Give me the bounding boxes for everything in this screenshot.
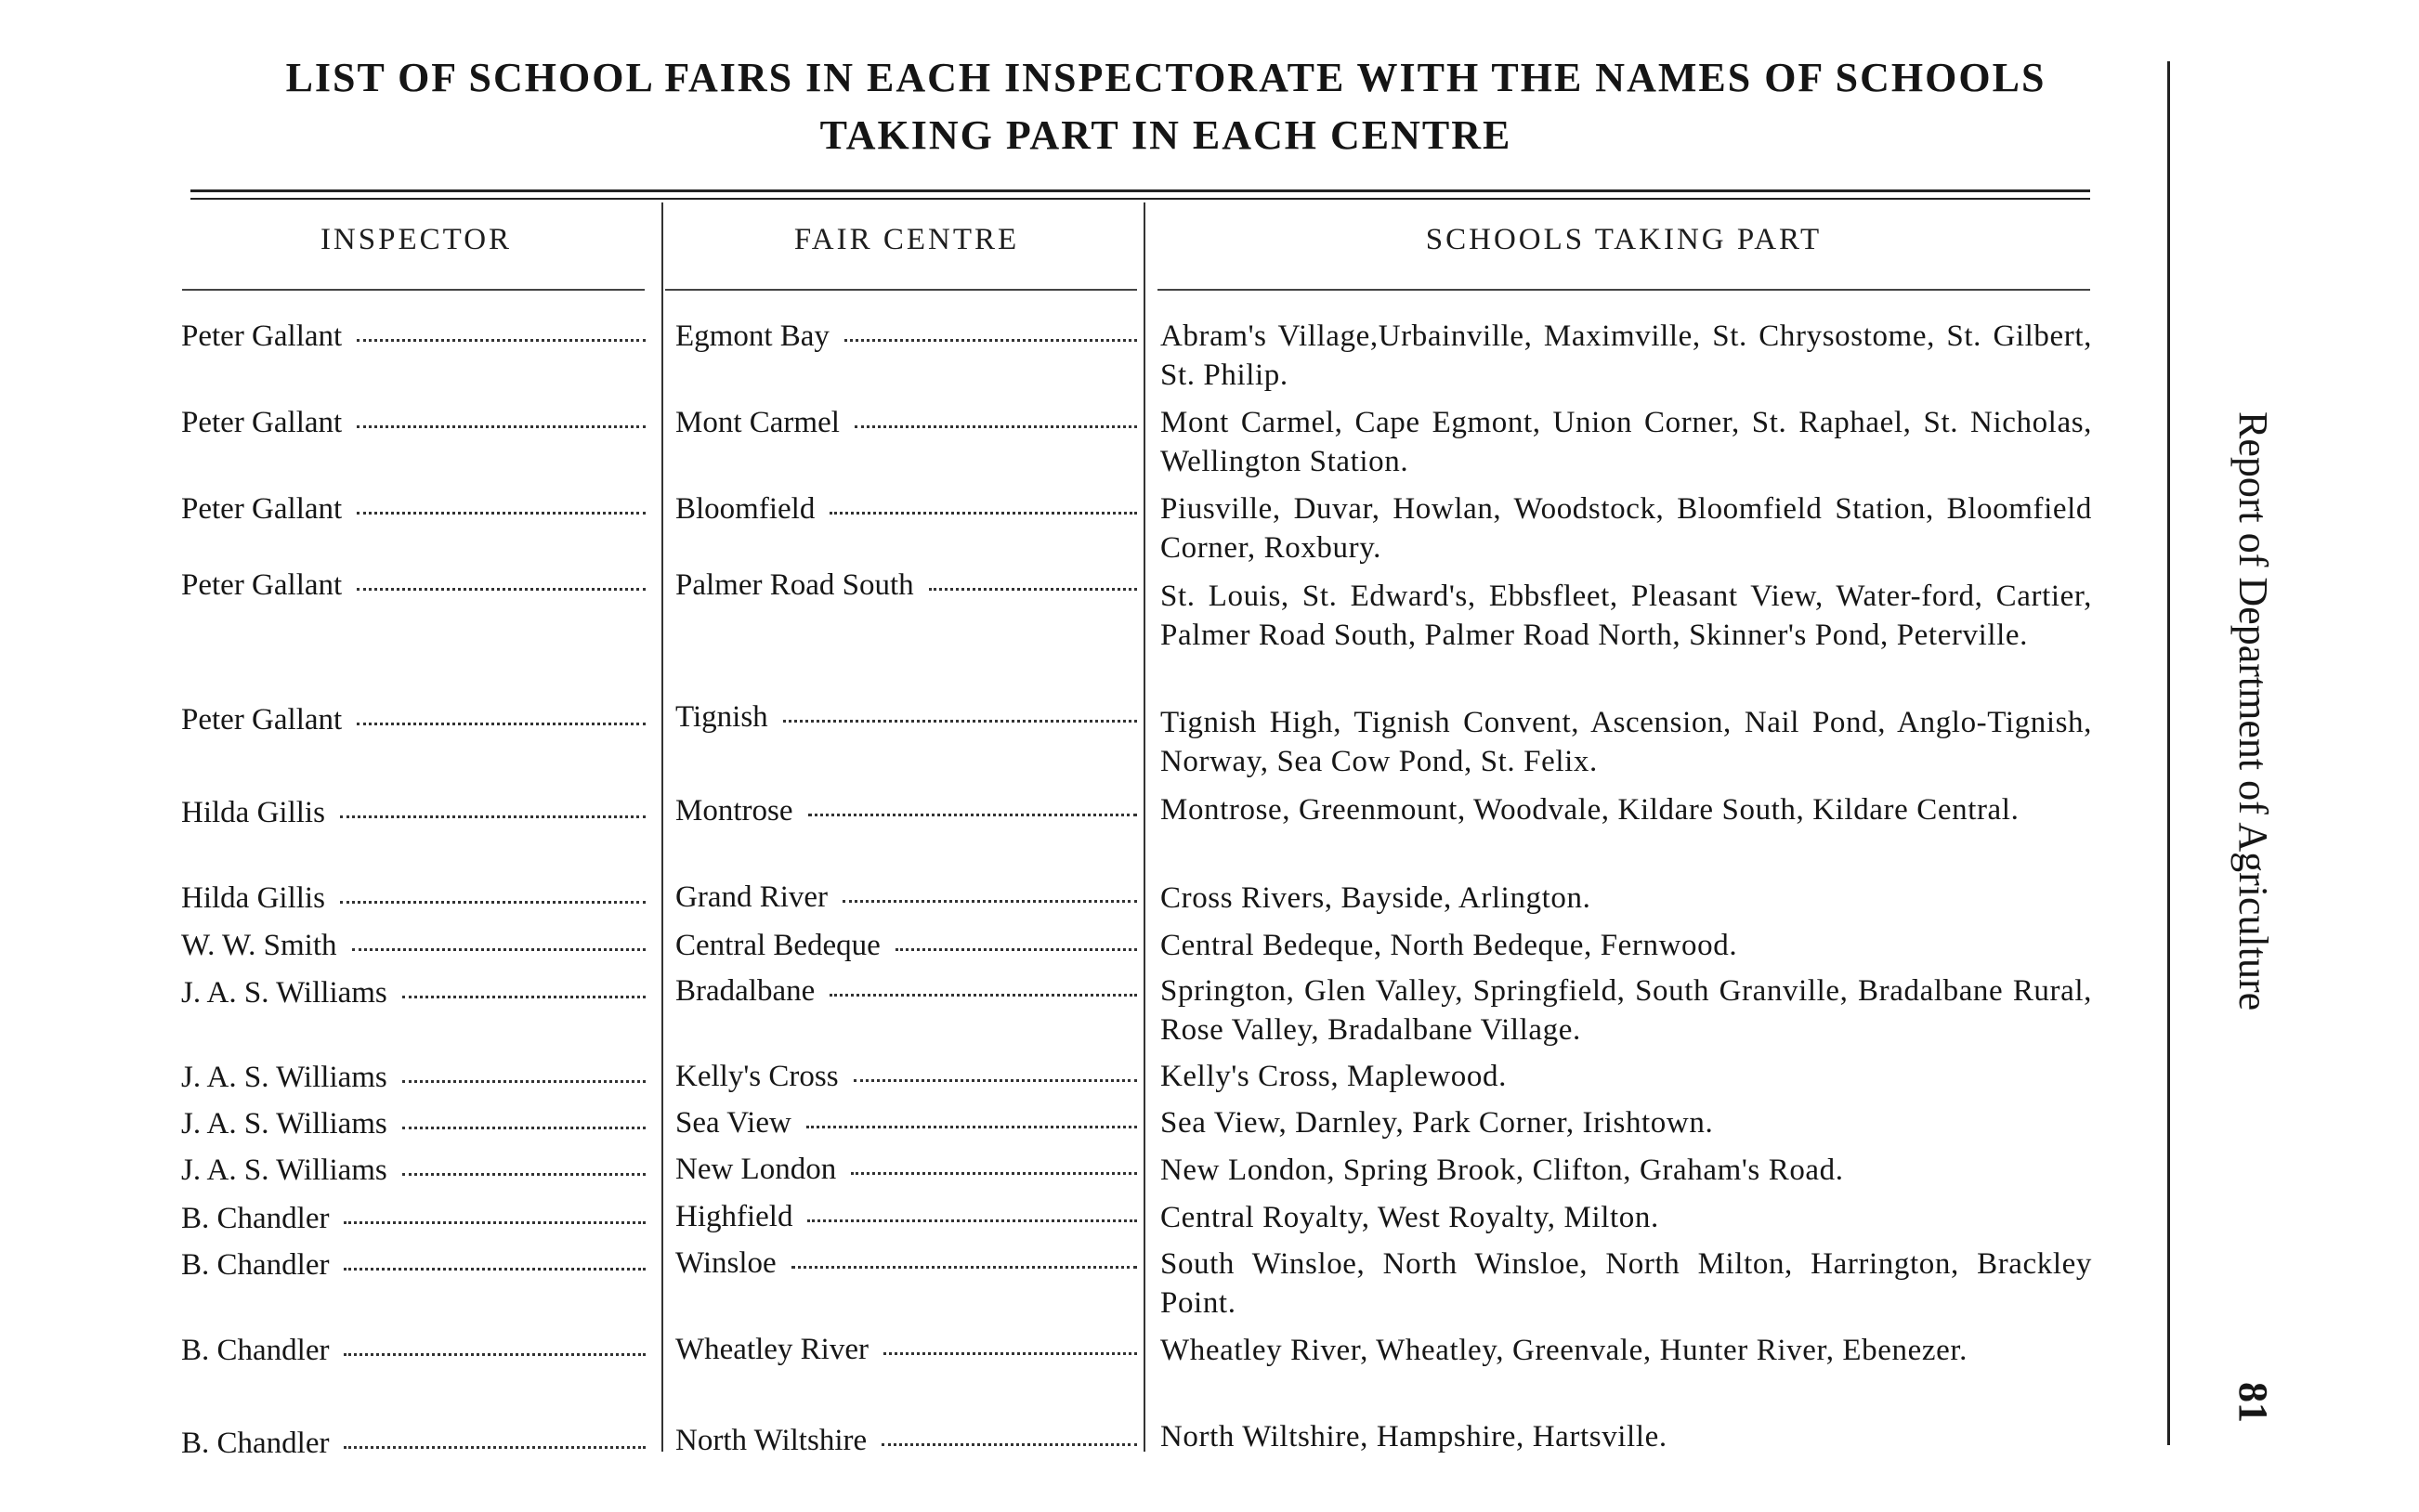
dot-leader <box>357 588 646 591</box>
schools-cell: Montrose, Greenmount, Woodvale, Kildare South, Kildare Central. <box>1160 793 2020 827</box>
inspector-name: W. W. Smith <box>181 929 337 962</box>
dot-leader <box>402 996 646 998</box>
schools-cell: Piusville, Duvar, Howlan, Woodstock, Bloomfield Station, Bloomfield Corner, Roxbury. <box>1160 492 2092 565</box>
dot-leader <box>344 1221 646 1224</box>
fair-centre-name: Palmer Road South <box>675 568 914 602</box>
page-title: LIST OF SCHOOL FAIRS IN EACH INSPECTORATE WITH THE NAMES OF SCHOOLS <box>285 55 2046 100</box>
inspector-cell <box>181 1331 646 1370</box>
dot-leader <box>855 425 1137 428</box>
dot-leader <box>830 512 1137 515</box>
fair-centre-name: Tignish <box>675 700 768 734</box>
schools-cell: Sea View, Darnley, Park Corner, Irishtown. <box>1160 1106 1714 1140</box>
fair-centre-name: Winsloe <box>675 1246 777 1280</box>
schools-cell: St. Louis, St. Edward's, Ebbsfleet, Pleasant View, Water-ford, Cartier, Palmer Road South, Palmer Road North, Skinner's Pond, Peterville. <box>1160 580 2092 652</box>
schools-cell: Springton, Glen Valley, Springfield, South Granville, Bradalbane Rural, Rose Valley, Bradalbane Village. <box>1160 974 2092 1047</box>
fair-centre-cell <box>675 1150 1137 1189</box>
schools-cell: Central Bedeque, North Bedeque, Fernwood. <box>1160 929 1738 962</box>
table-top-rule <box>190 189 2090 192</box>
page-margin-rule <box>2167 61 2170 1445</box>
fair-centre-name: Sea View <box>675 1106 791 1140</box>
fair-centre-cell <box>675 566 1137 605</box>
inspector-name: J. A. S. Williams <box>181 1061 387 1094</box>
inspector-cell <box>181 879 646 918</box>
inspector-name: J. A. S. Williams <box>181 1107 387 1141</box>
dot-leader <box>357 723 646 725</box>
dot-leader <box>340 901 646 904</box>
fair-centre-name: North Wiltshire <box>675 1424 868 1457</box>
header-inspector: INSPECTOR <box>320 223 513 256</box>
inspector-cell <box>181 700 646 739</box>
dot-leader <box>851 1172 1137 1175</box>
inspector-cell <box>181 566 646 605</box>
schools-cell: New London, Spring Brook, Clifton, Graham's Road. <box>1160 1154 1844 1187</box>
inspector-name: B. Chandler <box>181 1248 330 1282</box>
fair-centre-name: Highfield <box>675 1200 793 1233</box>
inspector-cell <box>181 926 646 965</box>
inspector-cell <box>181 1424 646 1463</box>
fair-centre-cell <box>675 317 1137 356</box>
fair-centre-cell <box>675 403 1137 442</box>
dot-leader <box>791 1266 1137 1269</box>
dot-leader <box>340 815 646 818</box>
fair-centre-name: Kelly's Cross <box>675 1060 839 1093</box>
inspector-cell <box>181 1104 646 1143</box>
inspector-name: Peter Gallant <box>181 319 343 353</box>
page-number: 81 <box>2230 1382 2276 1423</box>
inspector-name: J. A. S. Williams <box>181 1154 387 1187</box>
fair-centre-cell <box>675 1330 1137 1369</box>
dot-leader <box>854 1079 1137 1082</box>
schools-cell: Kelly's Cross, Maplewood. <box>1160 1060 1507 1093</box>
fair-centre-name: Grand River <box>675 880 829 914</box>
dot-leader <box>830 994 1137 997</box>
inspector-cell <box>181 793 646 832</box>
schools-cell: Central Royalty, West Royalty, Milton. <box>1160 1201 1659 1234</box>
dot-leader <box>806 1126 1137 1128</box>
fair-centre-name: Bradalbane <box>675 974 816 1008</box>
fair-centre-cell <box>675 1421 1137 1460</box>
inspector-cell <box>181 1199 646 1238</box>
table-top-rule-thin <box>190 198 2090 200</box>
inspector-cell <box>181 489 646 528</box>
dot-leader <box>783 720 1137 723</box>
fair-centre-cell <box>675 791 1137 830</box>
inspector-name: B. Chandler <box>181 1202 330 1235</box>
inspector-name: B. Chandler <box>181 1427 330 1460</box>
schools-cell: Mont Carmel, Cape Egmont, Union Corner, St. Raphael, St. Nicholas, Wellington Station. <box>1160 406 2092 478</box>
dot-leader <box>807 1219 1137 1222</box>
dot-leader <box>883 1352 1137 1355</box>
schools-cell: North Wiltshire, Hampshire, Hartsville. <box>1160 1420 1667 1453</box>
dot-leader <box>344 1353 646 1356</box>
header-underline <box>1157 289 2090 291</box>
inspector-cell <box>181 317 646 356</box>
inspector-name: Hilda Gillis <box>181 796 325 829</box>
dot-leader <box>843 900 1137 903</box>
schools-cell: Cross Rivers, Bayside, Arlington. <box>1160 881 1591 915</box>
inspector-cell <box>181 1058 646 1097</box>
column-divider <box>661 202 663 1452</box>
dot-leader <box>402 1080 646 1083</box>
schools-cell: Wheatley River, Wheatley, Greenvale, Hunter River, Ebenezer. <box>1160 1334 1968 1367</box>
dot-leader <box>357 512 646 515</box>
schools-cell: Abram's Village,Urbainville, Maximville, St. Chrysostome, St. Gilbert, St. Philip. <box>1160 319 2092 392</box>
dot-leader <box>882 1443 1137 1446</box>
fair-centre-cell <box>675 878 1137 917</box>
dot-leader <box>357 339 646 342</box>
inspector-name: Peter Gallant <box>181 568 343 602</box>
header-underline <box>182 289 645 291</box>
inspector-name: J. A. S. Williams <box>181 976 387 1010</box>
inspector-name: Peter Gallant <box>181 406 343 439</box>
inspector-name: Peter Gallant <box>181 703 343 736</box>
column-divider <box>1144 202 1145 1452</box>
dot-leader <box>344 1268 646 1271</box>
inspector-name: Peter Gallant <box>181 492 343 526</box>
dot-leader <box>929 588 1137 591</box>
fair-centre-name: New London <box>675 1153 837 1186</box>
schools-cell: Tignish High, Tignish Convent, Ascension, Nail Pond, Anglo-Tignish, Norway, Sea Cow Pond, St. Felix. <box>1160 706 2092 778</box>
fair-centre-cell <box>675 1103 1137 1142</box>
fair-centre-name: Wheatley River <box>675 1333 869 1366</box>
header-fair-centre: FAIR CENTRE <box>793 223 1020 256</box>
fair-centre-name: Montrose <box>675 794 793 828</box>
fair-centre-cell <box>675 1057 1137 1096</box>
dot-leader <box>808 814 1138 816</box>
header-underline <box>665 289 1137 291</box>
dot-leader <box>352 948 647 951</box>
fair-centre-cell <box>675 926 1137 965</box>
fair-centre-name: Mont Carmel <box>675 406 840 439</box>
page-title-continued: TAKING PART IN EACH CENTRE <box>819 112 1512 158</box>
dot-leader <box>844 339 1137 342</box>
running-header: Report of Department of Agriculture <box>2230 411 2276 1011</box>
dot-leader <box>344 1446 646 1449</box>
fair-centre-cell <box>675 971 1137 1010</box>
inspector-cell <box>181 973 646 1012</box>
inspector-cell <box>181 1151 646 1190</box>
dot-leader <box>402 1173 646 1176</box>
fair-centre-cell <box>675 697 1137 736</box>
fair-centre-cell <box>675 1244 1137 1283</box>
schools-cell: South Winsloe, North Winsloe, North Milton, Harrington, Brackley Point. <box>1160 1247 2092 1320</box>
inspector-name: Hilda Gillis <box>181 881 325 915</box>
inspector-name: B. Chandler <box>181 1334 330 1367</box>
fair-centre-cell <box>675 1197 1137 1236</box>
dot-leader <box>357 425 646 428</box>
dot-leader <box>402 1127 646 1129</box>
fair-centre-cell <box>675 489 1137 528</box>
inspector-cell <box>181 403 646 442</box>
fair-centre-name: Bloomfield <box>675 492 816 526</box>
header-schools: SCHOOLS TAKING PART <box>1425 223 1823 256</box>
dot-leader <box>896 948 1137 951</box>
fair-centre-name: Central Bedeque <box>675 929 881 962</box>
fair-centre-name: Egmont Bay <box>675 319 830 353</box>
inspector-cell <box>181 1245 646 1284</box>
